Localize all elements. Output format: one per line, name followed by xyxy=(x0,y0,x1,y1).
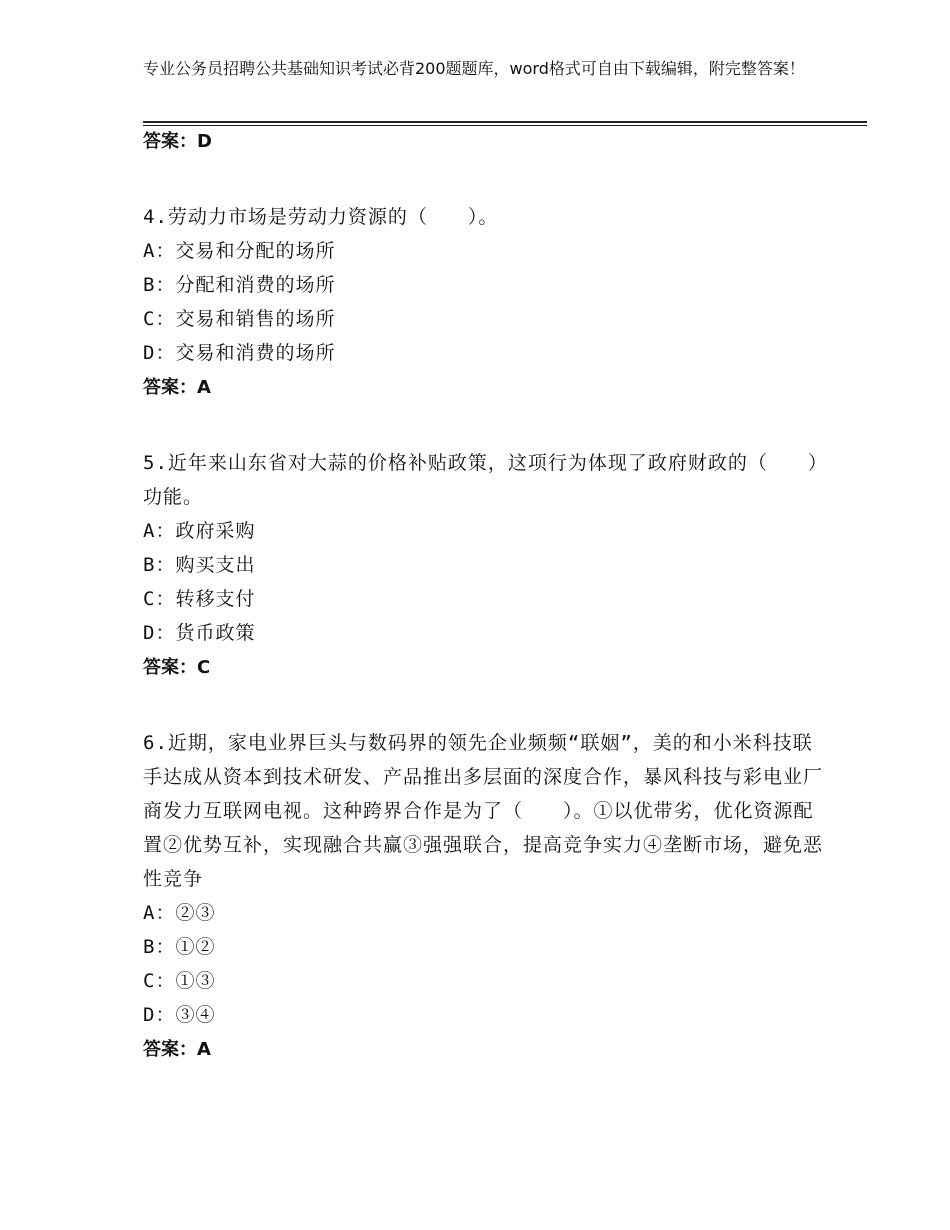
option-c: C：转移支付 xyxy=(143,588,256,610)
answer-line: 答案：C xyxy=(143,657,211,678)
question-text: 6.近期，家电业界巨头与数码界的领先企业频频“联姻”，美的和小米科技联手达成从资本到技术研发、产品推出多层面的深度合作，暴风科技与彩电业厂商发力互联网电视。这种跨界合作是为了（ ）。①以优带劣，优化资源配置②优势互补，实现融合共赢③强强联合，提高竞争实力④垄断市场，避免恶性竞争 xyxy=(143,732,824,890)
option-b: B：购买支出 xyxy=(143,554,256,576)
answer-line: 答案：D xyxy=(143,131,212,152)
option-c: C：①③ xyxy=(143,970,216,992)
document-body xyxy=(143,130,823,1062)
header-divider xyxy=(143,121,867,123)
option-a: A：政府采购 xyxy=(143,520,256,542)
header-divider-thin xyxy=(143,125,867,126)
option-a: A：②③ xyxy=(143,902,216,924)
option-a: A：交易和分配的场所 xyxy=(143,240,336,262)
question-block xyxy=(143,726,823,1062)
option-d: D：交易和消费的场所 xyxy=(143,342,336,364)
page-header xyxy=(143,58,823,80)
question-text: 4.劳动力市场是劳动力资源的（ ）。 xyxy=(143,206,499,228)
option-d: D：③④ xyxy=(143,1004,216,1026)
question-block xyxy=(143,446,823,680)
option-d: D：货币政策 xyxy=(143,622,256,644)
option-b: B：①② xyxy=(143,936,216,958)
header-text: 专业公务员招聘公共基础知识考试必背200题题库，word格式可自由下载编辑，附完整答案！ xyxy=(143,59,805,78)
option-c: C：交易和销售的场所 xyxy=(143,308,336,330)
question-block xyxy=(143,200,823,400)
answer-line: 答案：A xyxy=(143,1039,211,1060)
answer-line: 答案：A xyxy=(143,377,211,398)
question-text: 5.近年来山东省对大蒜的价格补贴政策，这项行为体现了政府财政的（ ）功能。 xyxy=(143,452,819,508)
option-b: B：分配和消费的场所 xyxy=(143,274,336,296)
